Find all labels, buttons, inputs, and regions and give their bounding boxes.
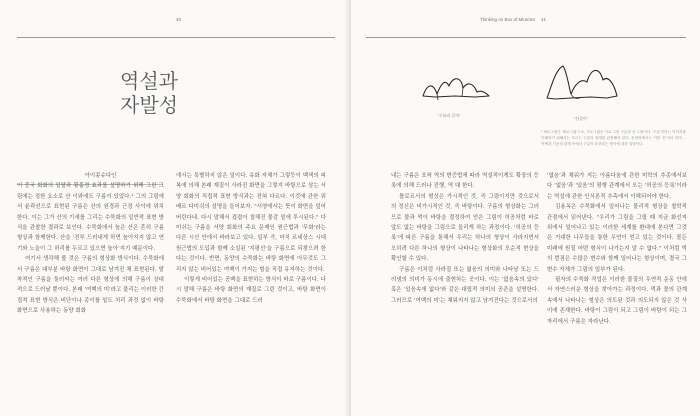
paragraph: 구름은 이처럼 사라질 또는 엷음의 의미와 나타남 또는 드러냄의 의미가 동시에 출현하는 곳이다. 이는 '없음속의 있다' 혹은 '있음속에 없다'와 같은 대립적 의미의 공존을 설명한다. 그러므로 '여백의 미'는 채워지지 않고 남겨진다는 것으로서의 (391, 266, 539, 304)
paragraph: 틀로르서의 형상은 가시적인 것, 즉 그림이지만 것으로서의 정신은 비가시적인 것, 즉 바탕이다. 구름의 형상화는 그러므로 물과 먹이 바탕을 결정하여 얻은 그림이 허공처럼 바로 앞도 없는 바탕을 그림으로 들리게 하는 과정이다. '허공의 등록'에 따른 구름을 통해서 우리는 하나의 형상이 사라지면서 오히려 다른 하나의 형상이 나타나는 형상화의 모순적 현상을 확인할 수 있다. (391, 193, 539, 263)
right-header-rule (366, 37, 686, 38)
paragraph: 이렇게 비어있는 공백을 표현하는 방식이 바로 구름이다. 다시 말해 구름은 바탕 화면의 재질로 그린 것이고, 바탕 화면이 수묵화에서 바탕 화면을 그대로 드러 (176, 277, 326, 304)
paragraph: '없음'과 채워가 지는 아름다움에 관한 미학의 추종에서보다 '없음'과 '있음'의 평행 관계에서 오는 '허공의 등록'이라는 역설에 관한 인식론적 추측에서 이해되어야 한다. (547, 173, 687, 200)
right-column-1 (391, 171, 539, 306)
cloud-doodle-illustration (415, 70, 495, 108)
left-column-1 (17, 171, 164, 317)
doodle-caption-right: "산같이" (573, 116, 589, 121)
paragraph: 에서는 특별하지 않은 일이다. 유화 자체가 그렇듯이 백색의 피복에 의해 본래 재질이 사라진 화면을 그렇지 바탕으로 삼는 서양 회화의 직접적 표현 방식과는 전혀 다르다. 이것에 관한 위베르 다미쉬의 설명을 들어보자. "서양에서는 뜻이 화면을 덮어버린다네. 다시 말해서 겹겹이 칠해진 물감 밑에 투시된다." 다미쉬는 구름을 서양 회화의 주요 문제인 원근법과 '무화'라는 다른 시선 안에서 바라보고 있다. 일부 즉, 마치 르네상스 시대 원근법의 도입과 함께 소실된 '지평선'을 구름으로 되찾으려 한다는 것이다. 반면, 동양의 수묵화는 바탕 화면에 아무것도 그리지 않는 비어있는 여백이 가지는 힘을 직접 유지하는 것이다. (176, 173, 326, 273)
left-folio: 40 (176, 17, 182, 22)
left-column-2 (176, 171, 326, 306)
title-line-1: 역설과 (120, 69, 178, 94)
left-header-rule (17, 37, 335, 38)
paragraph: 이 중국 회화의 일탈과 황홀경 효과를 설명하기 위해 그린 그림에는 정한 요소로 산 이와에도 구름이 있었다.¹ 그의 그림에서 윤곽선으로 표현된 구름은 산의 원경과 근경 사이에 위치한다. 이는 그가 산의 기세를 그리는 수묵화의 일반적 표현 방식을 관찰한 결과로 보인다. 수묵화에서 높은 산은 흔히 구름 형상과 함께한다. 산을 '전부 드러내게 하면 높아지지 않고 연기와 노을이 그 허리를 두르고 있으면 높아'지기 때문이다. (17, 183, 164, 252)
right-column-2 (547, 171, 687, 327)
right-folio: 41 (541, 17, 547, 22)
paragraph: 여기서 생각해 볼 것은 구름의 형상화 방식이다. 수묵화에서 구름은 대부분 바탕 화면이 그대로 남겨진 채 표현된다. 탈착적인 구름을 둘러싸는 여러 다른 형상에 의해 구름이 상대적으로 드러날 뿐이다. 본래 '여백의 미'라고 불리는 이러한 간접적 표현 방식은 비단이나 종이를 밑도 처리 과정 없이 바탕 화면으로 사용하는 동양 회화 (17, 256, 164, 315)
right-page (351, 0, 700, 416)
paragraph: 아이콩슈다인 (84, 173, 117, 179)
doodle-caption-left: "구름과 같이" (437, 113, 461, 118)
chapter-title (120, 69, 210, 117)
image-footnote: * 세로그림은 '세로그림'으로, 가로그림은 가로 그린 구름과 산 그림이다. '구름'이라는 이미지를 이해하기 위해서는 흐르는 구름의 형태를 관찰해야 한다. 동양화에서는 이를 '운'이라 하며 ... 여백과 기운의 관계 속에서 구름이 표현되는 방식에 대한 설명이다. (541, 130, 686, 146)
title-line-2: 자발성 (120, 93, 178, 118)
running-head: Thinking on Box of Miracles (480, 17, 536, 22)
paragraph: 김용옥은 수묵화에서 일어나는 물리적 형상을 철학적 관점에서 읽어낸다. "우리가 그림을 그릴 때 지금 화선지 위에서 일어나고 있는 이러한 세계를 환대에 본다면 그것은 거대한 나무들을 통한 우연이 얻고 있는 것이다. 몰든 미래에 원질 어떤 형식이 나가는지 알 수 없다." 이처럼 먹의 번짐은 수많은 변수와 함께 일어나는 형상이며, 결국 그 변수 자체가 그림의 일부가 된다. (547, 204, 687, 273)
paragraph: 내는 구름은 포착 역의 변증법에 따라 역설적이게도 확장의 등록에 의해 드러나 진행, 역 대 한다. (391, 173, 539, 190)
paragraph: 필자의 수묵화 작업은 이러한 물질의 우연적 운동 안에서 자연스러운 형상을 찾아가는 과정이다. 먹과 물의 관계 속에서 나타나는 형상은 의도된 것과 의도되지 않은 것 사이에 존재한다. 바탕이 그림이 되고 그림이 바탕이 되는 그 자리에서 구름은 자라난다. (547, 277, 687, 325)
mountain-doodle-illustration (541, 58, 623, 110)
left-page (0, 0, 349, 416)
